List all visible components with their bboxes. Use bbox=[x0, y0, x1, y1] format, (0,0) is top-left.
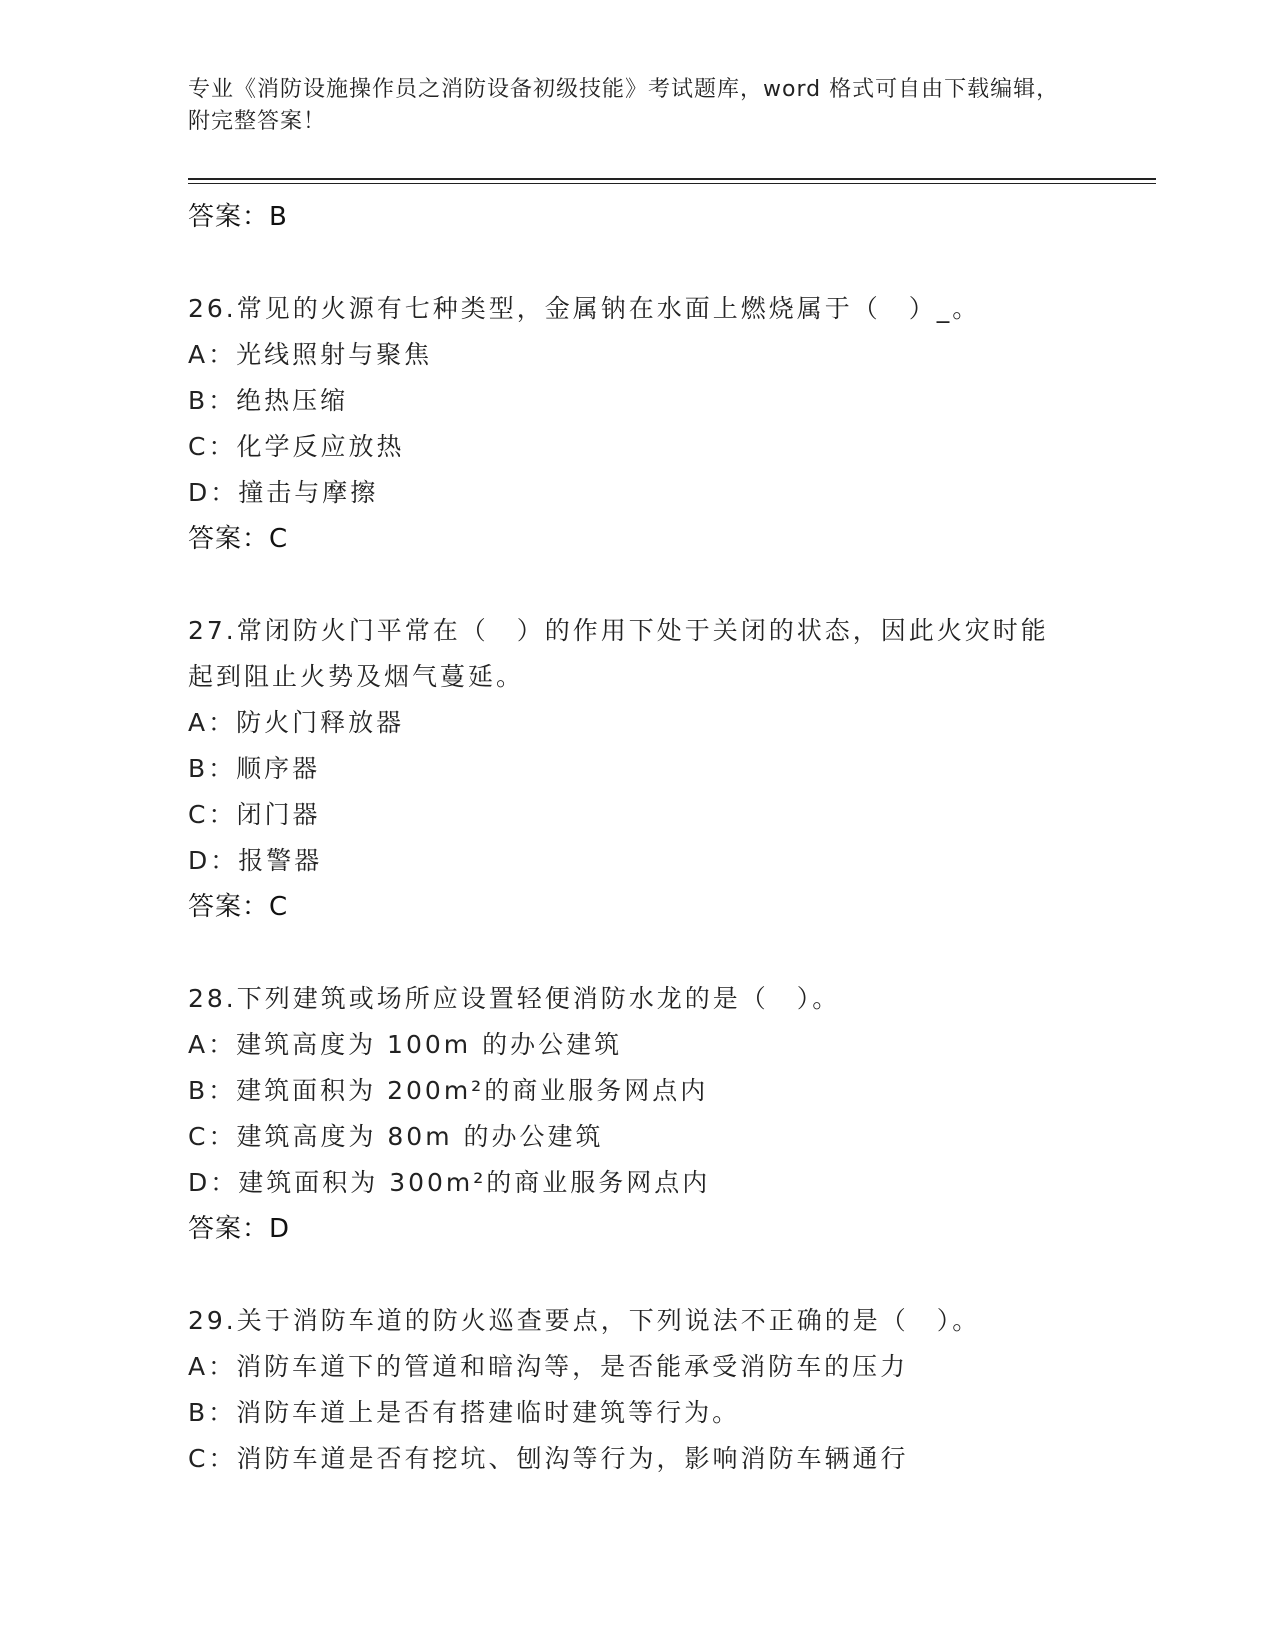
option-c: C：化学反应放热 bbox=[188, 432, 405, 461]
page-header: 专业《消防设施操作员之消防设备初级技能》考试题库，word 格式可自由下载编辑，附完整答案！ bbox=[188, 77, 1060, 134]
question-26 bbox=[188, 286, 1088, 562]
header-divider bbox=[188, 178, 1156, 180]
question-answer: 答案：C bbox=[188, 892, 289, 922]
option-b: B：绝热压缩 bbox=[188, 386, 349, 415]
question-28 bbox=[188, 976, 1088, 1252]
question-stem: 29.关于消防车道的防火巡查要点，下列说法不正确的是（ ）。 bbox=[188, 1306, 981, 1335]
question-stem-line-1: 27.常闭防火门平常在（ ）的作用下处于关闭的状态，因此火灾时能 bbox=[188, 616, 1049, 645]
question-content bbox=[188, 194, 1088, 1482]
option-b: B：建筑面积为 200m²的商业服务网点内 bbox=[188, 1076, 709, 1105]
option-a: A：防火门释放器 bbox=[188, 708, 405, 737]
question-answer: 答案：D bbox=[188, 1214, 291, 1244]
option-d: D：撞击与摩擦 bbox=[188, 478, 379, 507]
option-a: A：光线照射与聚焦 bbox=[188, 340, 433, 369]
option-b: B：顺序器 bbox=[188, 754, 321, 783]
question-stem-line-2: 起到阻止火势及烟气蔓延。 bbox=[188, 662, 525, 691]
question-answer: 答案：C bbox=[188, 524, 289, 554]
option-d: D：建筑面积为 300m²的商业服务网点内 bbox=[188, 1168, 711, 1197]
option-b: B：消防车道上是否有搭建临时建筑等行为。 bbox=[188, 1398, 741, 1427]
question-stem: 26.常见的火源有七种类型，金属钠在水面上燃烧属于（ ）_。 bbox=[188, 294, 981, 323]
question-stem: 28.下列建筑或场所应设置轻便消防水龙的是（ ）。 bbox=[188, 984, 841, 1013]
option-c: C：建筑高度为 80m 的办公建筑 bbox=[188, 1122, 604, 1151]
question-29 bbox=[188, 1298, 1088, 1482]
option-c: C：闭门器 bbox=[188, 800, 321, 829]
option-a: A：消防车道下的管道和暗沟等，是否能承受消防车的压力 bbox=[188, 1352, 909, 1381]
option-d: D：报警器 bbox=[188, 846, 323, 875]
option-c: C：消防车道是否有挖坑、刨沟等行为，影响消防车辆通行 bbox=[188, 1444, 909, 1473]
header-divider-thin bbox=[188, 183, 1156, 184]
previous-answer: 答案：B bbox=[188, 202, 288, 232]
question-27 bbox=[188, 608, 1088, 930]
option-a: A：建筑高度为 100m 的办公建筑 bbox=[188, 1030, 623, 1059]
